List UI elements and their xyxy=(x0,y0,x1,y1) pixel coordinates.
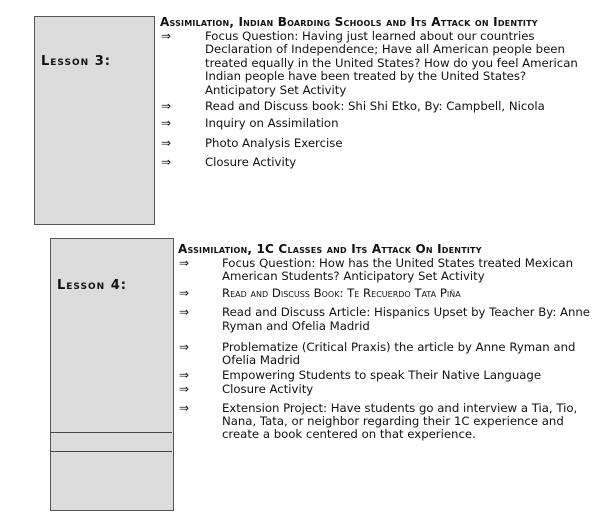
divider xyxy=(50,451,172,452)
lesson-3-list xyxy=(160,30,595,170)
list-item xyxy=(178,341,593,368)
lesson-4-list xyxy=(178,257,593,442)
list-item-text: Read and Discuss Book: Te Recuerdo Tata Piña xyxy=(222,285,461,300)
arrow-icon: ⇒ xyxy=(161,99,172,114)
arrow-icon: ⇒ xyxy=(161,116,172,131)
list-item xyxy=(160,117,595,130)
arrow-icon: ⇒ xyxy=(179,285,190,300)
arrow-icon: ⇒ xyxy=(161,135,172,150)
list-item xyxy=(178,287,593,300)
list-item-text: Extension Project: Have students go and interview a Tia, Tio, Nana, Tata, or neighbor regarding their 1C experience and create a book centered on that experience. xyxy=(222,400,578,442)
lesson-3-title: Assimilation, Indian Boarding Schools and Its Attack on Identity xyxy=(160,15,538,29)
list-item xyxy=(178,383,593,396)
list-item-text: Photo Analysis Exercise xyxy=(205,135,343,150)
list-item-text: Problematize (Critical Praxis) the article by Anne Ryman and Ofelia Madrid xyxy=(222,340,576,368)
list-item xyxy=(160,156,595,169)
list-item xyxy=(160,137,595,150)
lesson-4-title: Assimilation, 1C Classes and Its Attack On Identity xyxy=(178,242,482,256)
list-item xyxy=(178,306,593,333)
arrow-icon: ⇒ xyxy=(179,256,190,270)
lesson-4-label-box xyxy=(50,238,174,511)
list-item-text: Focus Question: Having just learned about our countries Declaration of Independence; Have all American people been treated equally in the United States? How do you feel American Indian people have been treated by the United States? Anticipatory Set Activity xyxy=(205,29,578,97)
arrow-icon: ⇒ xyxy=(179,305,190,320)
list-item-text: Read and Discuss book: Shi Shi Etko, By: Campbell, Nicola xyxy=(205,99,545,114)
divider xyxy=(50,432,172,433)
arrow-icon: ⇒ xyxy=(179,367,190,382)
list-item xyxy=(160,100,595,113)
list-item-text: Focus Question: How has the United States treated Mexican American Students? Anticipatory Set Activity xyxy=(222,256,573,284)
list-item-text: Empowering Students to speak Their Native Language xyxy=(222,367,542,382)
list-item-text: Inquiry on Assimilation xyxy=(205,116,339,131)
list-item xyxy=(178,369,593,382)
arrow-icon: ⇒ xyxy=(179,400,190,415)
arrow-icon: ⇒ xyxy=(179,340,190,355)
lesson-3-content xyxy=(160,16,595,170)
lesson-3-label-box xyxy=(34,16,155,225)
lesson-3-label: Lesson 3: xyxy=(41,54,111,69)
list-item-text: Closure Activity xyxy=(222,382,314,397)
lesson-4-label: Lesson 4: xyxy=(57,278,127,293)
list-item xyxy=(178,402,593,442)
arrow-icon: ⇒ xyxy=(179,382,190,397)
arrow-icon: ⇒ xyxy=(161,155,172,170)
arrow-icon: ⇒ xyxy=(161,29,172,43)
list-item-text: Read and Discuss Article: Hispanics Upset by Teacher By: Anne Ryman and Ofelia Madrid xyxy=(222,305,590,333)
list-item xyxy=(178,257,593,284)
lesson-4-content xyxy=(178,243,593,442)
list-item xyxy=(160,30,595,97)
list-item-text: Closure Activity xyxy=(205,155,297,170)
